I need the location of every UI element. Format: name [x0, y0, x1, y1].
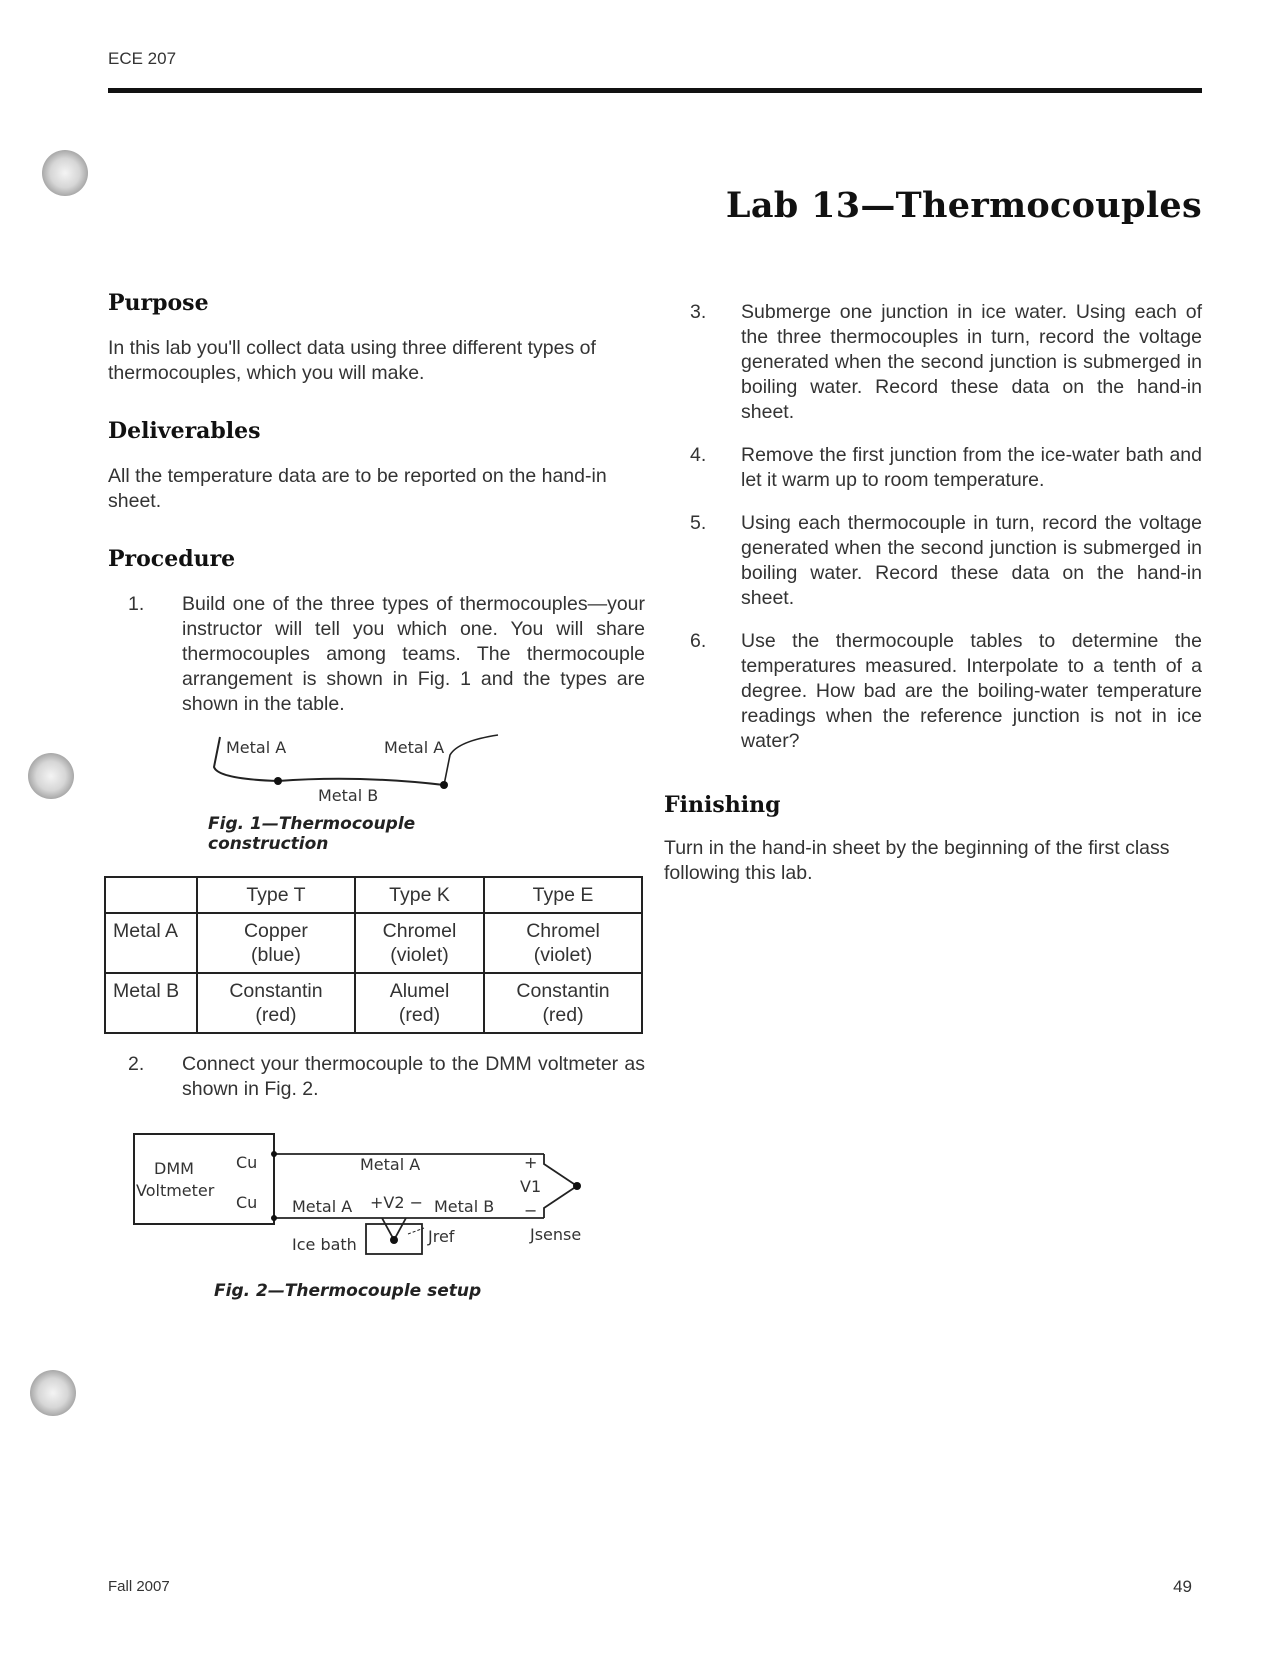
procedure-step-2 — [108, 1052, 645, 1102]
purpose-heading: Purpose — [108, 290, 209, 316]
table-row — [105, 973, 642, 1033]
left-column — [108, 290, 645, 1301]
figure-2-caption: Fig. 2—Thermocouple setup — [214, 1281, 482, 1301]
junction-left — [274, 777, 282, 785]
finishing-text: Turn in the hand-in sheet by the beginning of the first class following this lab. — [664, 837, 1170, 884]
deliverables-heading: Deliverables — [108, 418, 261, 444]
table-cell: Copper (blue) — [197, 913, 355, 973]
label-plus: + — [524, 1153, 538, 1172]
sense-junction — [544, 1154, 577, 1218]
step-number: 2. — [128, 1053, 145, 1075]
label-metal-a-top: Metal A — [360, 1155, 421, 1174]
table-cell: Constantin (red) — [484, 973, 642, 1033]
label-metal-a-left: Metal A — [226, 738, 287, 757]
label-metal-a-right: Metal A — [384, 738, 445, 757]
figure-1-caption: Fig. 1—Thermocouple construction — [208, 814, 416, 854]
label-metal-b: Metal B — [318, 786, 379, 805]
step-text: Submerge one junction in ice water. Using each of the three thermocouples in turn, record the voltage generated when the second junction is submerged in boiling water. Record these data on the hand-in sheet. — [741, 301, 1202, 423]
footer-term: Fall 2007 — [108, 1578, 170, 1595]
label-cu-bottom: Cu — [236, 1193, 258, 1212]
deliverables-text: All the temperature data are to be reported on the hand-in sheet. — [108, 465, 607, 512]
step-text: Using each thermocouple in turn, record the voltage generated when the second junction is submerged in boiling water. Record these data on the hand-in sheet. — [741, 512, 1202, 609]
table-header-cell: Type E — [484, 877, 642, 913]
page-title: Lab 13—Thermocouples — [725, 185, 1202, 226]
procedure-step-3 — [664, 300, 1202, 425]
table-header-cell — [105, 877, 197, 913]
label-jref: Jref — [428, 1227, 455, 1246]
procedure-step-1 — [108, 592, 645, 717]
label-jsense: Jsense — [530, 1225, 582, 1244]
step-text: Connect your thermocouple to the DMM voltmeter as shown in Fig. 2. — [182, 1053, 645, 1100]
step-text: Remove the first junction from the ice-water bath and let it warm up to room temperature. — [741, 444, 1202, 491]
junction-right — [440, 781, 448, 789]
thermocouple-types-table — [104, 876, 643, 1034]
label-v1: V1 — [520, 1177, 542, 1196]
label-voltmeter: Voltmeter — [136, 1181, 215, 1200]
figure-1 — [208, 729, 528, 854]
step-text: Build one of the three types of thermocouples—your instructor will tell you which one. You will share thermocouples among teams. The thermocouple arrangement is shown in Fig. 1 and the types are shown in the table. — [182, 593, 645, 715]
procedure-heading: Procedure — [108, 546, 236, 572]
table-cell: Constantin (red) — [197, 973, 355, 1033]
table-header-cell: Type T — [197, 877, 355, 913]
binder-hole-top — [42, 150, 88, 196]
thermocouple-construction-diagram — [208, 729, 528, 807]
page-number: 49 — [1173, 1577, 1192, 1596]
table-row — [105, 913, 642, 973]
binder-hole-bottom — [30, 1370, 76, 1416]
header-rule — [108, 88, 1202, 93]
course-code: ECE 207 — [108, 49, 177, 68]
wire-right-lead — [444, 735, 498, 785]
label-cu-top: Cu — [236, 1153, 258, 1172]
step-number: 4. — [690, 444, 707, 466]
label-ice-bath: Ice bath — [292, 1235, 357, 1254]
binder-hole-middle — [28, 753, 74, 799]
step-number: 5. — [690, 512, 707, 534]
table-header-cell: Type K — [355, 877, 484, 913]
label-metal-b: Metal B — [434, 1197, 495, 1216]
label-dmm: DMM — [154, 1159, 194, 1178]
step-number: 6. — [690, 630, 707, 652]
procedure-step-5 — [664, 511, 1202, 611]
row-label: Metal B — [105, 973, 197, 1033]
table-header-row — [105, 877, 642, 913]
ref-junction-dot — [390, 1236, 398, 1244]
label-minus: − — [524, 1201, 538, 1220]
table-cell: Chromel (violet) — [355, 913, 484, 973]
table-cell: Alumel (red) — [355, 973, 484, 1033]
sense-junction-dot — [573, 1182, 581, 1190]
procedure-step-4 — [664, 443, 1202, 493]
right-column — [664, 300, 1202, 886]
step-number: 1. — [128, 593, 145, 615]
finishing-heading: Finishing — [664, 792, 781, 818]
figure-2 — [132, 1124, 622, 1301]
label-metal-a-bottom: Metal A — [292, 1197, 353, 1216]
step-number: 3. — [690, 301, 707, 323]
label-v2: +V2 − — [370, 1193, 424, 1212]
procedure-step-6 — [664, 629, 1202, 754]
table-cell: Chromel (violet) — [484, 913, 642, 973]
thermocouple-setup-diagram — [132, 1124, 622, 1272]
step-text: Use the thermocouple tables to determine the temperatures measured. Interpolate to a tenth of a degree. How bad are the boiling-water temperature readings when the reference junction is not in ice water? — [741, 630, 1202, 752]
row-label: Metal A — [105, 913, 197, 973]
purpose-text: In this lab you'll collect data using three different types of thermocouples, which you will make. — [108, 337, 596, 384]
